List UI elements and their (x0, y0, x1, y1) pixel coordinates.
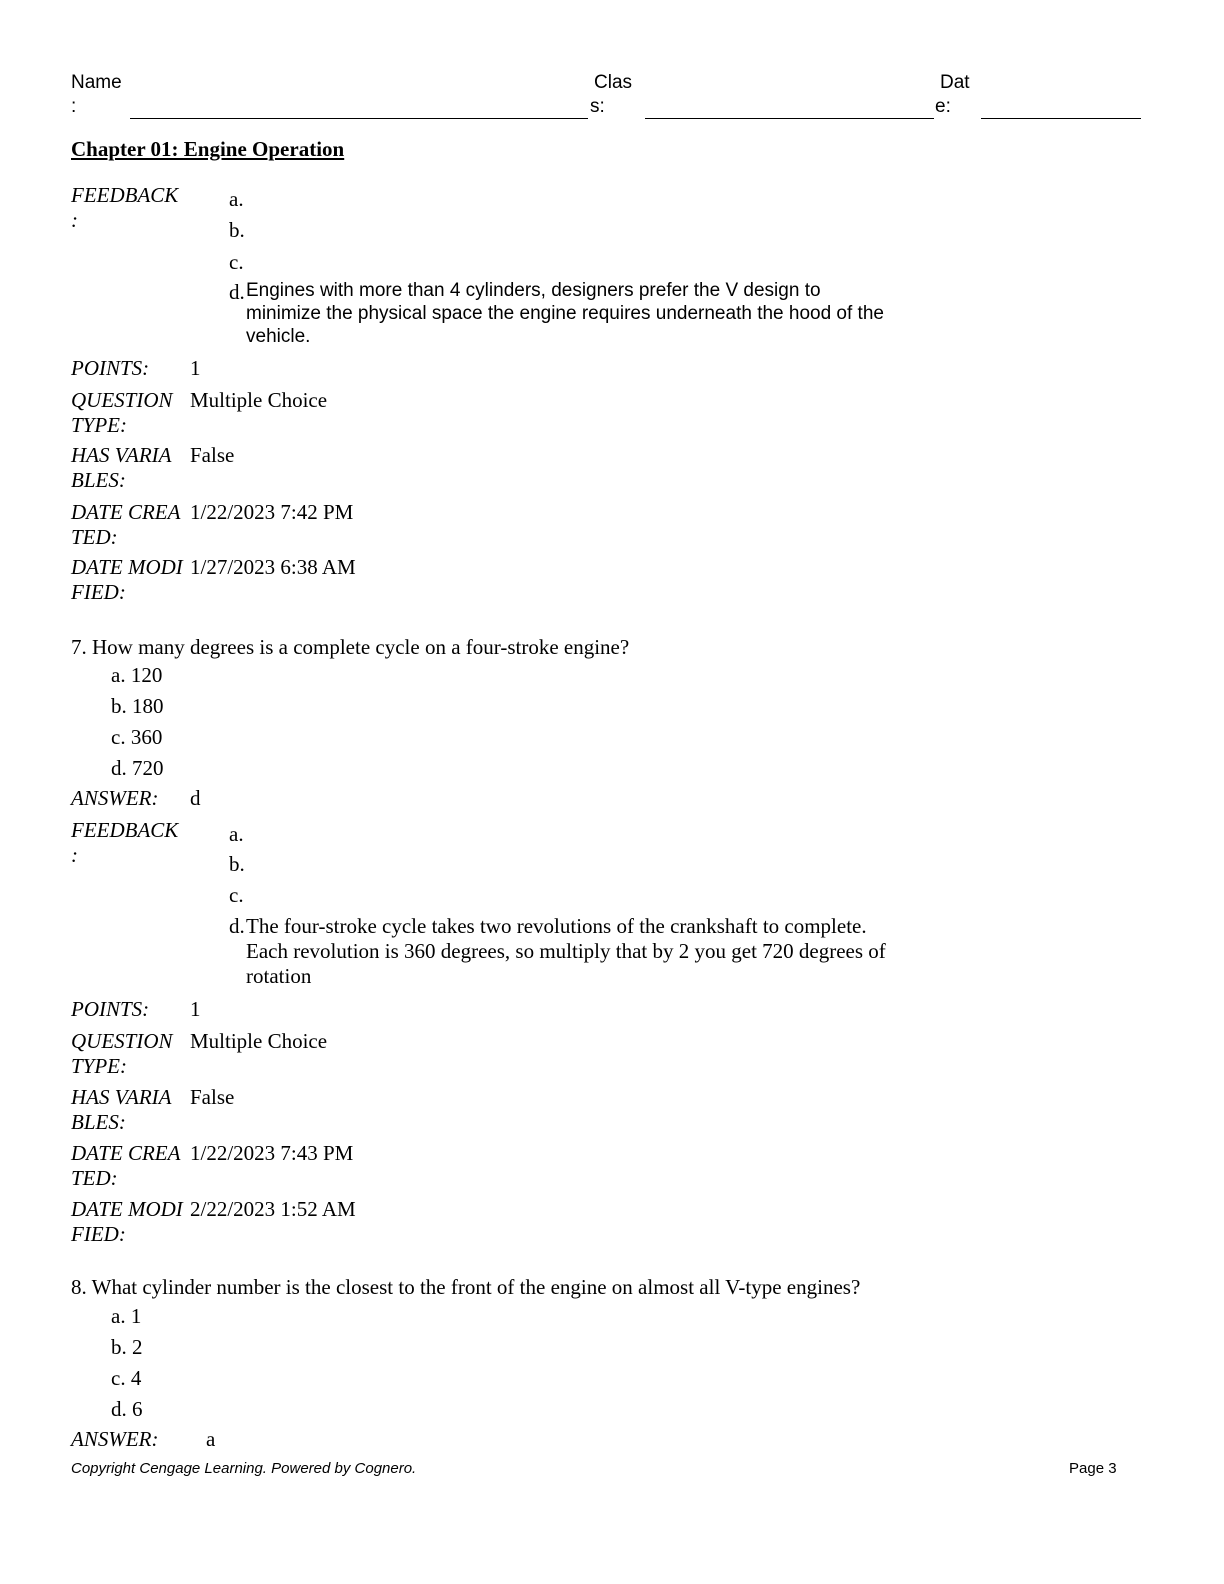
q7-question-type-value: Multiple Choice (190, 1029, 328, 1053)
feedback-label: FEEDBACK : (71, 183, 179, 232)
q7-answer-label: ANSWER: (71, 786, 159, 810)
date-label: Dat (940, 72, 970, 93)
footer-copyright: Copyright Cengage Learning. Powered by Cognero. (71, 1460, 417, 1477)
q7-feedback-text: The four-stroke cycle takes two revolutions of the crankshaft to complete. Each revolution is 360 degrees, so multiply that by 2 you get 720 degrees of rotation (246, 914, 886, 988)
date-created-value: 1/22/2023 7:42 PM (190, 500, 354, 524)
q8-answer-value: a (206, 1427, 216, 1451)
name-label: Name (71, 72, 122, 93)
q7-answer-value: d (190, 786, 201, 810)
question-type-label: QUESTION TYPE: (71, 388, 173, 437)
feedback-text: Engines with more than 4 cylinders, designers prefer the V design to minimize the physical space the engine requires underneath the hood of the vehicle. (246, 280, 884, 347)
has-variables-value: False (190, 443, 235, 467)
q7-choice-c: c. 360 (111, 725, 163, 749)
q8-answer-label: ANSWER: (71, 1427, 159, 1451)
q7-points-value: 1 (190, 997, 201, 1021)
feedback-option-d: d. (229, 280, 245, 304)
q7-feedback-option-c: c. (229, 883, 244, 907)
q7-choice-d: d. 720 (111, 756, 164, 780)
q7-date-created-value: 1/22/2023 7:43 PM (190, 1141, 354, 1165)
q7-points-label: POINTS: (71, 997, 150, 1021)
date-modified-value: 1/27/2023 6:38 AM (190, 555, 356, 579)
feedback-option-a: a. (229, 187, 244, 211)
q8-choice-b: b. 2 (111, 1335, 143, 1359)
q7-choice-a: a. 120 (111, 663, 163, 687)
q7-feedback-option-b: b. (229, 852, 245, 876)
q8-choice-a: a. 1 (111, 1304, 142, 1328)
question-type-value: Multiple Choice (190, 388, 328, 412)
q8-choice-d: d. 6 (111, 1397, 143, 1421)
q7-date-modified-label: DATE MODI FIED: (71, 1197, 183, 1246)
q7-feedback-option-d: d. (229, 914, 245, 938)
class-label-colon: s: (590, 96, 605, 117)
date-created-label: DATE CREA TED: (71, 500, 181, 549)
q7-date-created-label: DATE CREA TED: (71, 1141, 181, 1190)
question-8-text: 8. What cylinder number is the closest to the front of the engine on almost all V-type engines? (71, 1275, 861, 1299)
q7-has-variables-label: HAS VARIA BLES: (71, 1085, 172, 1134)
points-label: POINTS: (71, 356, 150, 380)
date-label-colon: e: (935, 96, 951, 117)
name-label-colon: : (71, 96, 77, 117)
q7-question-type-label: QUESTION TYPE: (71, 1029, 173, 1078)
chapter-title: Chapter 01: Engine Operation (71, 137, 345, 161)
q7-date-modified-value: 2/22/2023 1:52 AM (190, 1197, 356, 1221)
class-field-line[interactable] (645, 118, 934, 119)
name-field-line[interactable] (130, 118, 588, 119)
points-value: 1 (190, 356, 201, 380)
q7-choice-b: b. 180 (111, 694, 164, 718)
q7-feedback-option-a: a. (229, 822, 244, 846)
date-field-line[interactable] (981, 118, 1141, 119)
page-number: Page 3 (1069, 1460, 1117, 1477)
feedback-option-b: b. (229, 218, 245, 242)
q7-has-variables-value: False (190, 1085, 235, 1109)
q8-choice-c: c. 4 (111, 1366, 142, 1390)
date-modified-label: DATE MODI FIED: (71, 555, 183, 604)
has-variables-label: HAS VARIA BLES: (71, 443, 172, 492)
class-label: Clas (594, 72, 633, 93)
feedback-option-c: c. (229, 250, 244, 274)
q7-feedback-label: FEEDBACK : (71, 818, 179, 867)
question-7-text: 7. How many degrees is a complete cycle on a four-stroke engine? (71, 635, 630, 659)
